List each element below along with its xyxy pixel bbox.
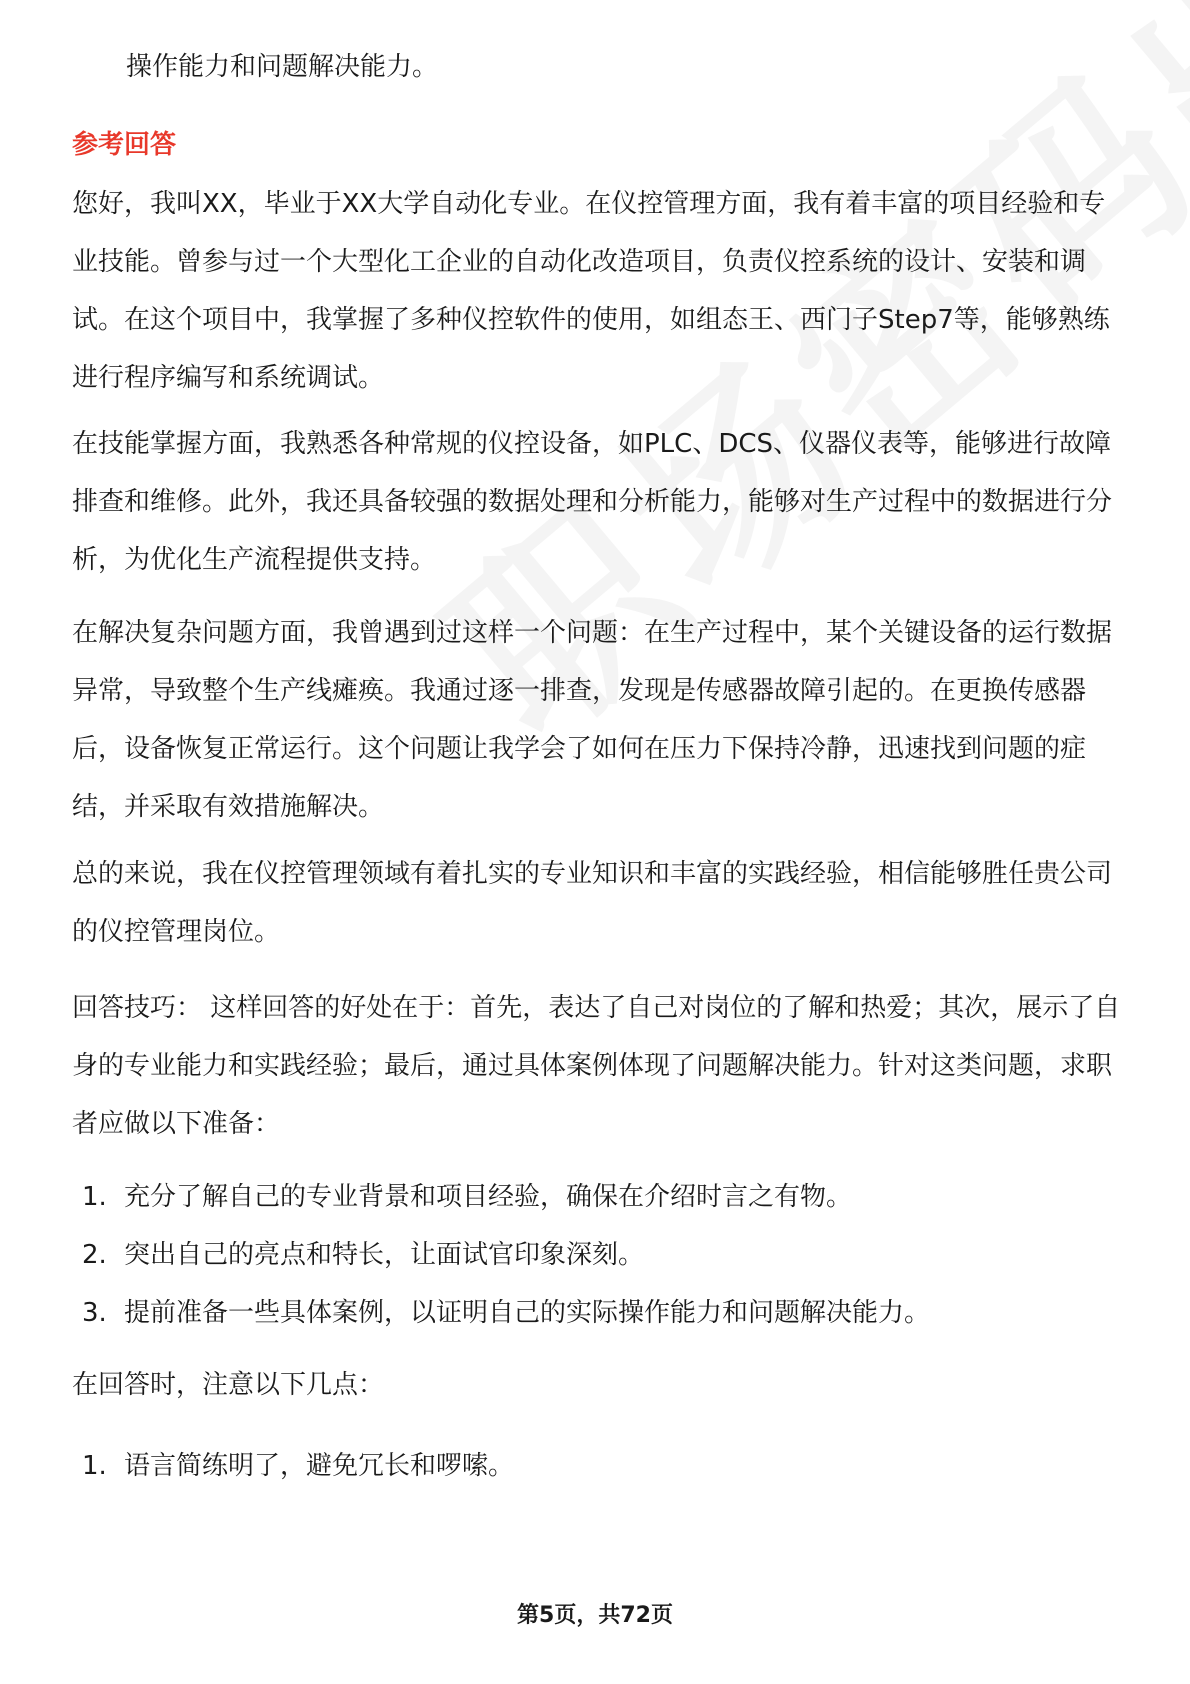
prep-list — [82, 1168, 930, 1342]
paragraph-tips: 回答技巧： 这样回答的好处在于：首先，表达了自己对岗位的了解和热爱；其次，展示了自身的专业能力和实践经验；最后，通过具体案例体现了问题解决能力。针对这类问题，求职者应做以下准备： — [72, 993, 1121, 1139]
paragraph-intro: 您好，我叫XX，毕业于XX大学自动化专业。在仪控管理方面，我有着丰富的项目经验和专业技能。曾参与过一个大型化工企业的自动化改造项目，负责仪控系统的设计、安装和调试。在这个项目中，我掌握了多种仪控软件的使用，如组态王、西门子Step7等，能够熟练进行程序编写和系统调试。 — [72, 189, 1110, 393]
list-item — [82, 1284, 930, 1342]
continuation-line: 操作能力和问题解决能力。 — [126, 52, 439, 82]
list-item — [82, 1437, 514, 1495]
list-item — [82, 1168, 930, 1226]
notes-intro: 在回答时，注意以下几点： — [72, 1370, 385, 1400]
list-number: 3. — [82, 1298, 107, 1328]
list-text: 突出自己的亮点和特长，让面试官印象深刻。 — [124, 1240, 645, 1270]
list-number: 1. — [82, 1451, 107, 1481]
list-text: 语言简练明了，避免冗长和啰嗦。 — [124, 1451, 515, 1481]
list-number: 1. — [82, 1182, 107, 1212]
page-footer: 第5页，共72页 — [517, 1603, 673, 1628]
list-text: 提前准备一些具体案例，以证明自己的实际操作能力和问题解决能力。 — [124, 1298, 931, 1328]
notes-list — [82, 1437, 514, 1495]
list-item — [82, 1226, 930, 1284]
list-text: 充分了解自己的专业背景和项目经验，确保在介绍时言之有物。 — [124, 1182, 853, 1212]
section-heading: 参考回答 — [72, 130, 177, 160]
paragraph-problem-solving: 在解决复杂问题方面，我曾遇到过这样一个问题：在生产过程中，某个关键设备的运行数据异常，导致整个生产线瘫痪。我通过逐一排查，发现是传感器故障引起的。在更换传感器后，设备恢复正常运行。这个问题让我学会了如何在压力下保持冷静，迅速找到问题的症结，并采取有效措施解决。 — [72, 618, 1113, 822]
paragraph-summary: 总的来说，我在仪控管理领域有着扎实的专业知识和丰富的实践经验，相信能够胜任贵公司的仪控管理岗位。 — [72, 859, 1113, 947]
paragraph-skills: 在技能掌握方面，我熟悉各种常规的仪控设备，如PLC、DCS、仪器仪表等，能够进行故障排查和维修。此外，我还具备较强的数据处理和分析能力，能够对生产过程中的数据进行分析，为优化生产流程提供支持。 — [72, 429, 1113, 575]
list-number: 2. — [82, 1240, 107, 1270]
